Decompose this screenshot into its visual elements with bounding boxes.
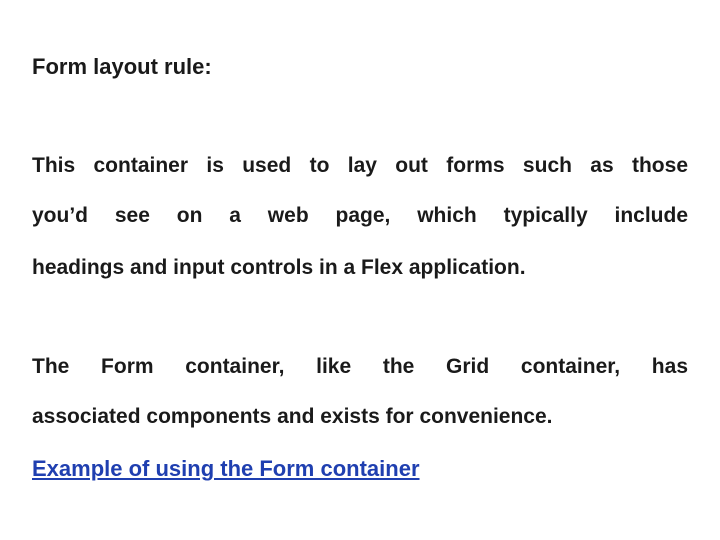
paragraph-1-line-1: This container is used to lay out forms such as those: [32, 154, 688, 177]
slide-title: Form layout rule:: [32, 54, 212, 79]
form-container-example-link[interactable]: Example of using the Form container: [32, 456, 420, 481]
paragraph-2-line-1: The Form container, like the Grid container, has: [32, 355, 688, 378]
paragraph-1-line-3: headings and input controls in a Flex application.: [32, 256, 526, 279]
paragraph-2-line-2: associated components and exists for convenience.: [32, 405, 553, 428]
paragraph-1-line-2: you’d see on a web page, which typically include: [32, 204, 688, 227]
